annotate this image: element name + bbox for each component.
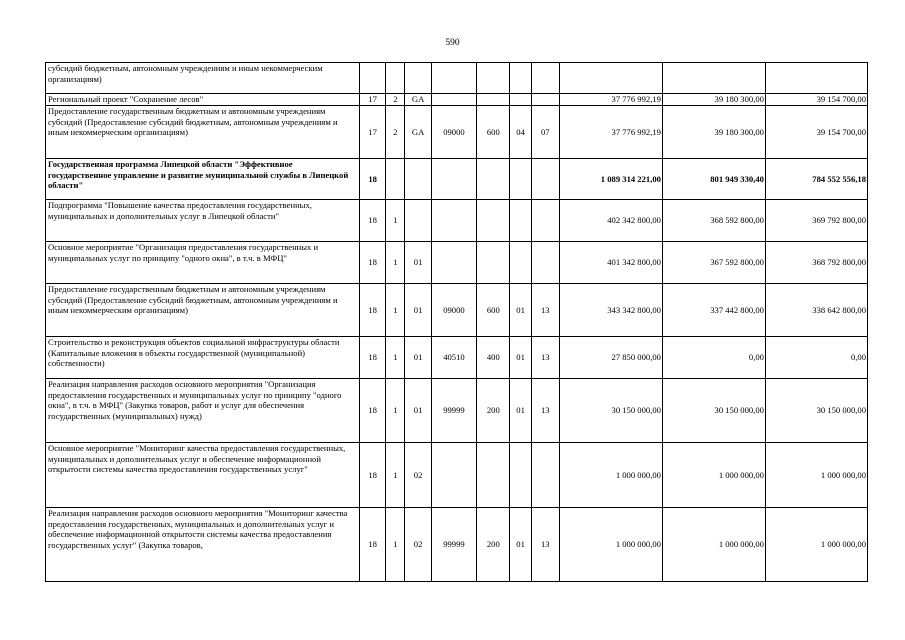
page-number: 590	[445, 38, 460, 48]
cell-v3: 369 792 800,00	[765, 200, 867, 242]
cell-v1: 401 342 800,00	[559, 242, 662, 284]
cell-c7	[531, 443, 559, 508]
cell-c1	[360, 63, 386, 94]
cell-c7: 13	[531, 379, 559, 443]
cell-v3: 39 154 700,00	[765, 94, 867, 106]
cell-c3	[405, 200, 431, 242]
cell-c6	[510, 200, 531, 242]
cell-c5: 600	[477, 284, 510, 337]
cell-c4	[431, 443, 476, 508]
cell-v1	[559, 63, 662, 94]
table-row	[46, 242, 868, 284]
cell-c1: 17	[360, 94, 386, 106]
cell-c2: 1	[386, 242, 405, 284]
table-body	[46, 63, 868, 582]
cell-c7: 13	[531, 337, 559, 379]
cell-c4: 09000	[431, 106, 476, 159]
cell-c2: 2	[386, 106, 405, 159]
budget-table	[45, 62, 868, 582]
cell-c4	[431, 94, 476, 106]
cell-c4: 40510	[431, 337, 476, 379]
row-description: Реализация направления расходов основного мероприятия "Мониторинг качества предоставления государственных, муниципальных и дополнительных услуг и обеспечение информационной открытости системы качества предоставления государственных услуг" (Закупка товаров,	[46, 508, 360, 582]
row-description: Строительство и реконструкция объектов социальной инфраструктуры области (Капитальные вложения в объекты государственной (муниципальной) собственности)	[46, 337, 360, 379]
cell-c5: 400	[477, 337, 510, 379]
row-description: Предоставление государственным бюджетным и автономным учреждениям субсидий (Предоставление субсидий бюджетным, автономным учреждениям и иным некоммерческим организациям)	[46, 284, 360, 337]
row-description: Реализация направления расходов основного мероприятия "Организация предоставления государственных и муниципальных услуг по принципу "одного окна", в т.ч. в МФЦ" (Закупка товаров, работ и услуг для обеспечения государственных (муниципальных) нужд)	[46, 379, 360, 443]
cell-c5	[477, 63, 510, 94]
cell-c6: 01	[510, 379, 531, 443]
table-row	[46, 337, 868, 379]
cell-v3: 1 000 000,00	[765, 508, 867, 582]
row-description: субсидий бюджетным, автономным учреждениям и иным некоммерческим организациям)	[46, 63, 360, 94]
table-row	[46, 508, 868, 582]
cell-c6: 01	[510, 337, 531, 379]
cell-c7: 07	[531, 106, 559, 159]
cell-c3: 01	[405, 242, 431, 284]
cell-c3: 01	[405, 337, 431, 379]
cell-v3: 0,00	[765, 337, 867, 379]
cell-v1: 402 342 800,00	[559, 200, 662, 242]
cell-c5	[477, 443, 510, 508]
cell-v1: 37 776 992,19	[559, 94, 662, 106]
table-row	[46, 159, 868, 200]
cell-c3: 01	[405, 379, 431, 443]
cell-c4: 99999	[431, 379, 476, 443]
row-description: Предоставление государственным бюджетным и автономным учреждениям субсидий (Предоставление субсидий бюджетным, автономным учреждениям и иным некоммерческим организациям)	[46, 106, 360, 159]
cell-c1: 18	[360, 242, 386, 284]
cell-c1: 18	[360, 159, 386, 200]
cell-v3: 784 552 556,18	[765, 159, 867, 200]
cell-c3: 02	[405, 508, 431, 582]
cell-c6	[510, 63, 531, 94]
cell-c6	[510, 242, 531, 284]
cell-v2: 39 180 300,00	[662, 106, 765, 159]
cell-c7	[531, 63, 559, 94]
cell-c2: 1	[386, 284, 405, 337]
table-row	[46, 94, 868, 106]
row-description: Основное мероприятие "Организация предоставления государственных и муниципальных услуг по принципу "одного окна", в т.ч. в МФЦ"	[46, 242, 360, 284]
cell-v2: 1 000 000,00	[662, 508, 765, 582]
table-row	[46, 200, 868, 242]
cell-v3: 1 000 000,00	[765, 443, 867, 508]
cell-v1: 37 776 992,19	[559, 106, 662, 159]
cell-v3: 39 154 700,00	[765, 106, 867, 159]
cell-v2: 39 180 300,00	[662, 94, 765, 106]
cell-c7	[531, 242, 559, 284]
cell-c2: 2	[386, 94, 405, 106]
cell-c2: 1	[386, 443, 405, 508]
cell-v2: 367 592 800,00	[662, 242, 765, 284]
cell-c1: 18	[360, 443, 386, 508]
cell-v1: 343 342 800,00	[559, 284, 662, 337]
table-row	[46, 106, 868, 159]
cell-c1: 18	[360, 337, 386, 379]
cell-c1: 18	[360, 379, 386, 443]
cell-c7: 13	[531, 284, 559, 337]
cell-c2	[386, 63, 405, 94]
cell-c6	[510, 159, 531, 200]
cell-v2: 801 949 330,40	[662, 159, 765, 200]
cell-v3: 368 792 800,00	[765, 242, 867, 284]
cell-v1: 1 000 000,00	[559, 508, 662, 582]
cell-c5	[477, 159, 510, 200]
cell-v2: 337 442 800,00	[662, 284, 765, 337]
row-description: Региональный проект "Сохранение лесов"	[46, 94, 360, 106]
cell-c5	[477, 242, 510, 284]
cell-v1: 30 150 000,00	[559, 379, 662, 443]
cell-c2: 1	[386, 200, 405, 242]
cell-c7	[531, 94, 559, 106]
cell-c2: 1	[386, 379, 405, 443]
cell-v1: 1 089 314 221,00	[559, 159, 662, 200]
cell-c6: 01	[510, 508, 531, 582]
cell-c5	[477, 94, 510, 106]
table-row	[46, 63, 868, 94]
cell-v3	[765, 63, 867, 94]
cell-v1: 27 850 000,00	[559, 337, 662, 379]
cell-v3: 338 642 800,00	[765, 284, 867, 337]
table-row	[46, 379, 868, 443]
cell-c3: 01	[405, 284, 431, 337]
cell-c2: 1	[386, 337, 405, 379]
cell-v2: 30 150 000,00	[662, 379, 765, 443]
cell-c3	[405, 159, 431, 200]
cell-c3	[405, 63, 431, 94]
cell-c6	[510, 443, 531, 508]
cell-v2: 0,00	[662, 337, 765, 379]
cell-c7	[531, 200, 559, 242]
cell-v1: 1 000 000,00	[559, 443, 662, 508]
cell-c2	[386, 159, 405, 200]
cell-c6	[510, 94, 531, 106]
cell-c1: 18	[360, 200, 386, 242]
cell-c7	[531, 159, 559, 200]
cell-c3: GA	[405, 94, 431, 106]
cell-v2	[662, 63, 765, 94]
row-description: Подпрограмма "Повышение качества предоставления государственных, муниципальных и дополнительных услуг в Липецкой области"	[46, 200, 360, 242]
cell-c6: 04	[510, 106, 531, 159]
cell-c1: 18	[360, 284, 386, 337]
cell-c5: 200	[477, 508, 510, 582]
cell-c4: 09000	[431, 284, 476, 337]
cell-c4: 99999	[431, 508, 476, 582]
cell-c5: 200	[477, 379, 510, 443]
cell-c4	[431, 200, 476, 242]
row-description: Государственная программа Липецкой области "Эффективное государственное управление и развитие муниципальной службы в Липецкой области"	[46, 159, 360, 200]
table-row	[46, 284, 868, 337]
cell-c5	[477, 200, 510, 242]
cell-c1: 18	[360, 508, 386, 582]
cell-c4	[431, 159, 476, 200]
cell-c7: 13	[531, 508, 559, 582]
cell-c3: GA	[405, 106, 431, 159]
table-row	[46, 443, 868, 508]
cell-v2: 1 000 000,00	[662, 443, 765, 508]
cell-v2: 368 592 800,00	[662, 200, 765, 242]
cell-c1: 17	[360, 106, 386, 159]
cell-v3: 30 150 000,00	[765, 379, 867, 443]
cell-c3: 02	[405, 443, 431, 508]
cell-c5: 600	[477, 106, 510, 159]
row-description: Основное мероприятие "Мониторинг качества предоставления государственных, муниципальных и дополнительных услуг и обеспечение информационной открытости системы качества предоставления государственных услуг"	[46, 443, 360, 508]
cell-c4	[431, 242, 476, 284]
cell-c6: 01	[510, 284, 531, 337]
cell-c4	[431, 63, 476, 94]
cell-c2: 1	[386, 508, 405, 582]
